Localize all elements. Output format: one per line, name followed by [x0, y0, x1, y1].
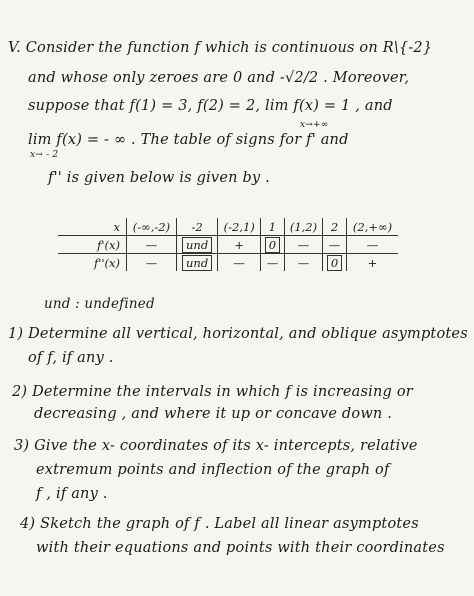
table-header-cell: (-∞,-2) [127, 218, 177, 236]
table-header-cell: -2 [176, 218, 217, 236]
problem-line-1: V. Consider the function f which is continuous on R\{-2} [8, 40, 433, 56]
table-cell: — [346, 236, 398, 254]
undefined-note: und : undefined [44, 296, 155, 312]
limit-subscript-2: x→ - 2 [30, 150, 59, 160]
problem-line-4: lim f(x) = - ∞ . The table of signs for f' and [28, 132, 349, 148]
table-header-cell: (2,+∞) [346, 218, 398, 236]
table-cell [323, 254, 347, 272]
question-2-line-b: decreasing , and where it up or concave down . [34, 406, 393, 422]
sign-table [58, 218, 398, 271]
table-header-cell: (1,2) [284, 218, 322, 236]
table-cell [260, 236, 284, 254]
undefined-mark: und [182, 255, 212, 271]
table-row [58, 254, 398, 272]
table-row [58, 236, 398, 254]
table-cell [176, 254, 217, 272]
question-3-line-a: 3) Give the x- coordinates of its x- intercepts, relative [14, 438, 418, 454]
zero-mark: 0 [265, 237, 280, 253]
table-header-cell: x [58, 218, 127, 236]
problem-line-5: f'' is given below is given by . [48, 170, 270, 186]
table-cell: — [284, 236, 322, 254]
question-1-line-a: 1) Determine all vertical, horizontal, and oblique asymptotes [8, 326, 468, 342]
question-1-line-b: of f, if any . [28, 350, 114, 366]
table-cell: + [346, 254, 398, 272]
question-4-line-a: 4) Sketch the graph of f . Label all linear asymptotes [20, 516, 419, 532]
sign-table-header [58, 218, 398, 236]
problem-line-2: and whose only zeroes are 0 and -√2/2 . Moreover, [28, 70, 410, 86]
table-cell: — [218, 254, 261, 272]
question-4-line-b: with their equations and points with their coordinates [36, 540, 445, 556]
undefined-mark: und [182, 237, 212, 253]
row-label: f'(x) [58, 236, 127, 254]
table-cell: — [284, 254, 322, 272]
question-3-line-c: f , if any . [36, 486, 108, 502]
table-cell [176, 236, 217, 254]
table-header-cell: 2 [323, 218, 347, 236]
table-header-cell: (-2,1) [218, 218, 261, 236]
table-cell: — [260, 254, 284, 272]
question-3-line-b: extremum points and inflection of the graph of [36, 462, 390, 478]
question-2-line-a: 2) Determine the intervals in which f is increasing or [12, 384, 413, 400]
problem-line-3: suppose that f(1) = 3, f(2) = 2, lim f(x) = 1 , and [28, 98, 393, 114]
table-cell: — [127, 236, 177, 254]
row-label: f''(x) [93, 255, 120, 270]
table-cell: — [127, 254, 177, 272]
table-cell: + [218, 236, 261, 254]
table-cell: — [323, 236, 347, 254]
limit-subscript-1: x→+∞ [300, 120, 329, 130]
table-header-cell: 1 [260, 218, 284, 236]
zero-mark: 0 [327, 255, 342, 271]
